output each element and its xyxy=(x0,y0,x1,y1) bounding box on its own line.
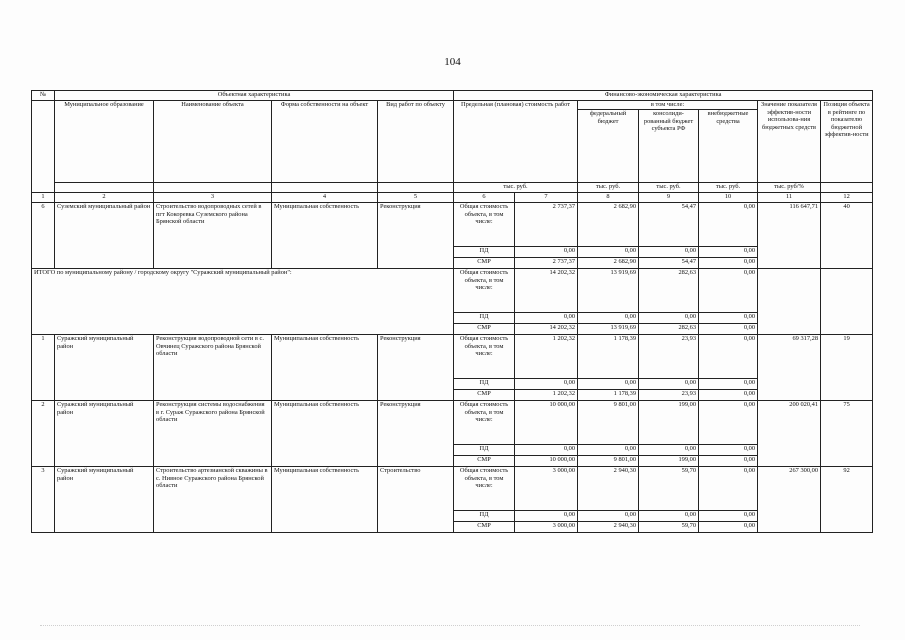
table-row xyxy=(32,401,873,445)
value-cell: 0,00 xyxy=(515,247,578,258)
value-cell: 0,00 xyxy=(699,247,758,258)
indicator-cell xyxy=(758,269,821,335)
header-object-char: Объектная характеристика xyxy=(55,91,454,101)
smr-label: СМР xyxy=(454,324,515,335)
indicator-cell: 69 317,28 xyxy=(758,335,821,401)
header-finance-char: Финансово-экономическая характеристика xyxy=(454,91,873,101)
budget-table xyxy=(31,90,873,533)
total-label: Общая стоимость объекта, в том числе: xyxy=(454,335,515,379)
value-cell: 0,00 xyxy=(699,379,758,390)
col-number: 6 xyxy=(454,193,515,203)
value-cell: 2 737,37 xyxy=(515,258,578,269)
value-cell: 0,00 xyxy=(515,511,578,522)
value-cell: 0,00 xyxy=(578,511,639,522)
page-number: 104 xyxy=(444,56,461,68)
col-number: 11 xyxy=(758,193,821,203)
value-cell: 2 737,37 xyxy=(515,203,578,247)
header-municipality: Муниципальное образование xyxy=(55,101,154,183)
col-number: 1 xyxy=(32,193,55,203)
value-cell: 23,93 xyxy=(639,390,699,401)
col-number: 5 xyxy=(378,193,454,203)
col-number: 8 xyxy=(578,193,639,203)
smr-label: СМР xyxy=(454,522,515,533)
col-number: 4 xyxy=(272,193,378,203)
value-cell: 23,93 xyxy=(639,335,699,379)
value-cell: 13 919,69 xyxy=(578,269,639,313)
ownership-cell: Муниципальная собственность xyxy=(272,467,378,533)
col-number: 9 xyxy=(639,193,699,203)
header-max-cost: Предельная (плановая) стоимость работ xyxy=(454,101,578,183)
header-federal: федеральный бюджет xyxy=(578,110,639,183)
value-cell: 0,00 xyxy=(578,313,639,324)
unit-extra: тыс. руб. xyxy=(699,183,758,193)
work-type-cell: Строительство xyxy=(378,467,454,533)
municipality-cell: Суражский муниципальный район xyxy=(55,401,154,467)
smr-label: СМР xyxy=(454,390,515,401)
value-cell: 2 940,30 xyxy=(578,522,639,533)
municipality-cell: Суражский муниципальный район xyxy=(55,467,154,533)
header-row-1 xyxy=(32,91,873,101)
table-row xyxy=(32,335,873,379)
indicator-cell: 200 020,41 xyxy=(758,401,821,467)
value-cell: 0,00 xyxy=(699,203,758,247)
pd-label: ПД xyxy=(454,511,515,522)
total-label: Общая стоимость объекта, в том числе: xyxy=(454,203,515,247)
indicator-cell: 116 647,71 xyxy=(758,203,821,269)
object-name-cell: Реконструкция водопроводной сети в с. Овчинец Суражского района Брянской области xyxy=(154,335,272,401)
unit-cost: тыс. руб. xyxy=(454,183,578,193)
value-cell: 0,00 xyxy=(699,401,758,445)
value-cell: 0,00 xyxy=(699,313,758,324)
object-name-cell: Реконструкция системы водоснабжения в г. Сураж Суражского района Брянской области xyxy=(154,401,272,467)
header-ownership: Форма собственности на объект xyxy=(272,101,378,183)
work-type-cell: Реконструкция xyxy=(378,401,454,467)
value-cell: 282,63 xyxy=(639,324,699,335)
unit-consolidated: тыс. руб. xyxy=(639,183,699,193)
row-number: 1 xyxy=(32,335,55,401)
header-row-2 xyxy=(32,101,873,110)
value-cell: 0,00 xyxy=(699,335,758,379)
value-cell: 0,00 xyxy=(699,511,758,522)
position-cell: 40 xyxy=(821,203,873,269)
row-number: 6 xyxy=(32,203,55,269)
col-number: 7 xyxy=(515,193,578,203)
value-cell: 282,63 xyxy=(639,269,699,313)
pd-label: ПД xyxy=(454,313,515,324)
value-cell: 14 202,32 xyxy=(515,269,578,313)
scan-noise-line xyxy=(40,624,860,626)
unit-federal: тыс. руб. xyxy=(578,183,639,193)
value-cell: 0,00 xyxy=(578,379,639,390)
pd-label: ПД xyxy=(454,445,515,456)
value-cell: 0,00 xyxy=(578,247,639,258)
value-cell: 0,00 xyxy=(699,324,758,335)
col-number: 3 xyxy=(154,193,272,203)
value-cell: 1 202,32 xyxy=(515,335,578,379)
work-type-cell: Реконструкция xyxy=(378,203,454,269)
table-row xyxy=(32,269,873,313)
position-cell xyxy=(821,269,873,335)
smr-label: СМР xyxy=(454,456,515,467)
value-cell: 1 202,32 xyxy=(515,390,578,401)
ownership-cell: Муниципальная собственность xyxy=(272,401,378,467)
value-cell: 0,00 xyxy=(699,269,758,313)
object-name-cell: Строительство водопроводных сетей в пгт Кокоревка Суземского района Брянской области xyxy=(154,203,272,269)
value-cell: 2 940,30 xyxy=(578,467,639,511)
value-cell: 0,00 xyxy=(699,522,758,533)
value-cell: 0,00 xyxy=(639,247,699,258)
col-number: 2 xyxy=(55,193,154,203)
smr-label: СМР xyxy=(454,258,515,269)
header-num: № xyxy=(32,91,55,101)
position-cell: 19 xyxy=(821,335,873,401)
pd-label: ПД xyxy=(454,379,515,390)
position-cell: 92 xyxy=(821,467,873,533)
pd-label: ПД xyxy=(454,247,515,258)
value-cell: 3 000,00 xyxy=(515,467,578,511)
column-numbers-row xyxy=(32,193,873,203)
total-label: Общая стоимость объекта, в том числе: xyxy=(454,401,515,445)
value-cell: 13 919,69 xyxy=(578,324,639,335)
value-cell: 199,00 xyxy=(639,401,699,445)
col-number: 12 xyxy=(821,193,873,203)
value-cell: 0,00 xyxy=(699,467,758,511)
municipality-cell: Суражский муниципальный район xyxy=(55,335,154,401)
value-cell: 0,00 xyxy=(515,313,578,324)
total-label: Общая стоимость объекта, в том числе: xyxy=(454,467,515,511)
header-consolidated: консолиди-рованный бюджет субъекта РФ xyxy=(639,110,699,183)
value-cell: 199,00 xyxy=(639,456,699,467)
total-label: Общая стоимость объекта, в том числе: xyxy=(454,269,515,313)
value-cell: 0,00 xyxy=(699,390,758,401)
value-cell: 14 202,32 xyxy=(515,324,578,335)
value-cell: 0,00 xyxy=(515,379,578,390)
value-cell: 3 000,00 xyxy=(515,522,578,533)
value-cell: 10 000,00 xyxy=(515,401,578,445)
value-cell: 0,00 xyxy=(639,445,699,456)
value-cell: 10 000,00 xyxy=(515,456,578,467)
value-cell: 0,00 xyxy=(639,379,699,390)
ownership-cell: Муниципальная собственность xyxy=(272,335,378,401)
value-cell: 0,00 xyxy=(578,445,639,456)
header-including: в том числе: xyxy=(578,101,758,110)
value-cell: 1 178,39 xyxy=(578,335,639,379)
unit-indicator: тыс. руб/% xyxy=(758,183,821,193)
row-number: 2 xyxy=(32,401,55,467)
value-cell: 9 801,00 xyxy=(578,456,639,467)
value-cell: 59,70 xyxy=(639,522,699,533)
value-cell: 54,47 xyxy=(639,203,699,247)
value-cell: 59,70 xyxy=(639,467,699,511)
col-number: 10 xyxy=(699,193,758,203)
table-row xyxy=(32,467,873,511)
row-number: 3 xyxy=(32,467,55,533)
table-row xyxy=(32,203,873,247)
value-cell: 0,00 xyxy=(639,313,699,324)
value-cell: 0,00 xyxy=(699,445,758,456)
ownership-cell: Муниципальная собственность xyxy=(272,203,378,269)
header-units-row xyxy=(32,183,873,193)
value-cell: 0,00 xyxy=(515,445,578,456)
value-cell: 2 682,90 xyxy=(578,203,639,247)
itogo-label: ИТОГО по муниципальному району / городскому округу "Суражский муниципальный район": xyxy=(32,269,454,335)
work-type-cell: Реконструкция xyxy=(378,335,454,401)
value-cell: 54,47 xyxy=(639,258,699,269)
value-cell: 9 801,00 xyxy=(578,401,639,445)
value-cell: 1 178,39 xyxy=(578,390,639,401)
header-num-blank xyxy=(32,101,55,193)
object-name-cell: Строительство артезианской скважины в с. Нивное Суражского района Брянской области xyxy=(154,467,272,533)
header-position: Позиция объекта в рейтинге по показателю бюджетной эффектив-ности xyxy=(821,101,873,183)
header-work-type: Вид работ по объекту xyxy=(378,101,454,183)
value-cell: 0,00 xyxy=(639,511,699,522)
value-cell: 0,00 xyxy=(699,258,758,269)
value-cell: 2 682,90 xyxy=(578,258,639,269)
position-cell: 75 xyxy=(821,401,873,467)
value-cell: 0,00 xyxy=(699,456,758,467)
header-extra: внебюджетные средства xyxy=(699,110,758,183)
indicator-cell: 267 300,00 xyxy=(758,467,821,533)
header-object-name: Наименование объекта xyxy=(154,101,272,183)
municipality-cell: Суземский муниципальный район xyxy=(55,203,154,269)
header-indicator: Значение показателя эффектив-ности использова-ния бюджетных средств xyxy=(758,101,821,183)
